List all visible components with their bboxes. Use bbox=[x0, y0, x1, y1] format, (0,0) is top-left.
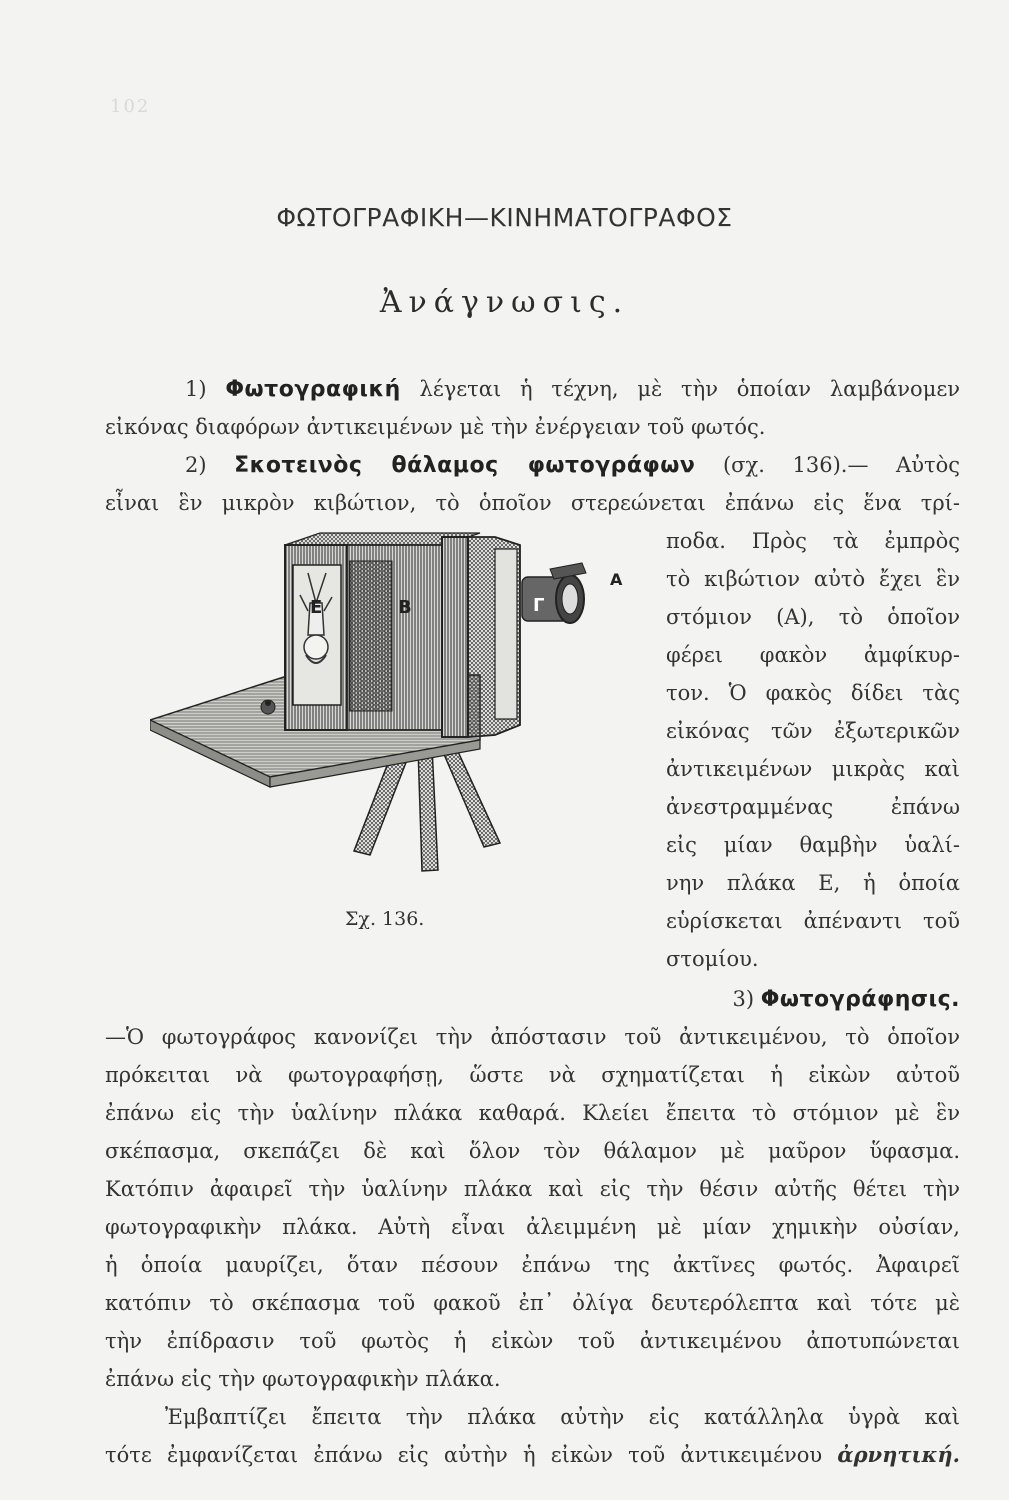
tripod-leg-right bbox=[440, 743, 500, 847]
middle-frame bbox=[442, 537, 468, 737]
term-negative: ἀρνητική. bbox=[837, 1442, 960, 1467]
column-line: στόμιον (Α), τὸ ὁποῖον bbox=[666, 605, 960, 629]
label-g: Γ bbox=[533, 595, 545, 616]
paragraph-1-line-2: εἰκόνας διαφόρων ἀντικειμένων μὲ τὴν ἐνέργειαν τοῦ φωτός. bbox=[105, 415, 766, 439]
column-line: τον. Ὁ φακὸς δίδει τὰς bbox=[666, 681, 960, 705]
column-line: τὸ κιβώτιον αὐτὸ ἔχει ἓν bbox=[666, 567, 960, 591]
paragraph-3-line: ἐπάνω εἰς τὴν ὑαλίνην πλάκα καθαρά. Κλείει ἔπειτα τὸ στόμιον μὲ ἓν bbox=[105, 1101, 960, 1125]
paragraph-3-heading bbox=[105, 985, 960, 1014]
term-photographing: Φωτογράφησις. bbox=[760, 987, 960, 1012]
column-line: εἰς μίαν θαμβὴν ὑαλί- bbox=[666, 833, 960, 857]
paragraph-1-line-1 bbox=[105, 375, 960, 404]
paragraph-3-line: —Ὁ φωτογράφος κανονίζει τὴν ἀπόστασιν τοῦ ἀντικειμένου, τὸ ὁποῖον bbox=[105, 1025, 960, 1049]
column-line: ποδα. Πρὸς τὰ ἐμπρὸς bbox=[666, 529, 960, 553]
item-number: 1) bbox=[185, 377, 226, 401]
paragraph-2-line-1 bbox=[105, 451, 960, 480]
camera-illustration bbox=[150, 525, 640, 915]
term-dark-chamber: Σκοτεινὸς θάλαμος φωτογράφων bbox=[234, 453, 696, 478]
paragraph-3-line: κατόπιν τὸ σκέπασμα τοῦ φακοῦ ἐπ᾽ ὀλίγα δευτερόλεπτα καὶ τότε μὲ bbox=[105, 1291, 960, 1315]
paragraph-3-line: φωτογραφικὴν πλάκα. Αὐτὴ εἶναι ἀλειμμένη μὲ μίαν χημικὴν οὐσίαν, bbox=[105, 1215, 960, 1239]
item-number: 3) bbox=[732, 987, 761, 1011]
paragraph-3-line: πρόκειται νὰ φωτογραφήσῃ, ὥστε νὰ σχηματίζεται ἡ εἰκὼν αὐτοῦ bbox=[105, 1063, 960, 1087]
column-line: εὑρίσκεται ἀπέναντι τοῦ bbox=[666, 909, 960, 933]
paragraph-3-last-line: ἐπάνω εἰς τὴν φωτογραφικὴν πλάκα. bbox=[105, 1367, 501, 1391]
column-line: ἀνεστραμμένας ἐπάνω bbox=[666, 795, 960, 819]
column-line: νην πλάκα Ε, ἡ ὁποία bbox=[666, 871, 960, 895]
term-photography: Φωτογραφική bbox=[225, 377, 401, 402]
paragraph-3-line: ἡ ὁποία μαυρίζει, ὅταν πέσουν ἐπάνω της ἀκτῖνες φωτός. Ἀφαιρεῖ bbox=[105, 1253, 960, 1277]
figure-caption: Σχ. 136. bbox=[345, 908, 425, 930]
faint-page-number: 102 bbox=[110, 96, 151, 117]
paragraph-3-line: σκέπασμα, σκεπάζει δὲ καὶ ὅλον τὸν θάλαμον μὲ μαῦρον ὕφασμα. bbox=[105, 1139, 960, 1163]
column-line: φέρει φακὸν ἀμφίκυρ- bbox=[666, 643, 960, 667]
column-line: εἰκόνας τῶν ἐξωτερικῶν bbox=[666, 719, 960, 743]
tripod-leg-middle bbox=[418, 747, 438, 871]
label-a: Α bbox=[610, 570, 623, 589]
paragraph-3-line: Κατόπιν ἀφαιρεῖ τὴν ὑαλίνην πλάκα καὶ εἰς τὴν θέσιν αὐτῆς θέτει τὴν bbox=[105, 1177, 960, 1201]
paragraph-4-line-2 bbox=[105, 1441, 960, 1469]
text-span: λέγεται ἡ τέχνη, μὲ τὴν ὁποίαν λαμβάνομεν bbox=[400, 377, 960, 401]
column-line: ἀντικειμένων μικρὰς καὶ bbox=[666, 757, 960, 781]
section-subtitle: Ἀνάγνωσις. bbox=[379, 285, 630, 320]
text-span: (σχ. 136).— Αὐτὸς bbox=[695, 453, 960, 477]
label-e: Ε bbox=[310, 597, 323, 618]
column-line: στομίου. bbox=[666, 947, 759, 971]
paragraph-4-line-1: Ἐμβαπτίζει ἔπειτα τὴν πλάκα αὐτὴν εἰς κατάλληλα ὑγρὰ καὶ bbox=[165, 1405, 960, 1429]
text-span: τότε ἐμφανίζεται ἐπάνω εἰς αὐτὴν ἡ εἰκὼν τοῦ ἀντικειμένου bbox=[105, 1443, 838, 1467]
page-title: ΦΩΤΟΓΡΑΦΙΚΗ—ΚΙΝΗΜΑΤΟΓΡΑΦΟΣ bbox=[276, 203, 733, 232]
paragraph-3-line: τὴν ἐπίδρασιν τοῦ φωτὸς ἡ εἰκὼν τοῦ ἀντικειμένου ἀποτυπώνεται bbox=[105, 1329, 960, 1353]
label-b: Β bbox=[398, 597, 412, 618]
item-number: 2) bbox=[185, 453, 235, 477]
paragraph-2-line-2: εἶναι ἓν μικρὸν κιβώτιον, τὸ ὁποῖον στερεώνεται ἐπάνω εἰς ἕνα τρί- bbox=[105, 491, 960, 515]
